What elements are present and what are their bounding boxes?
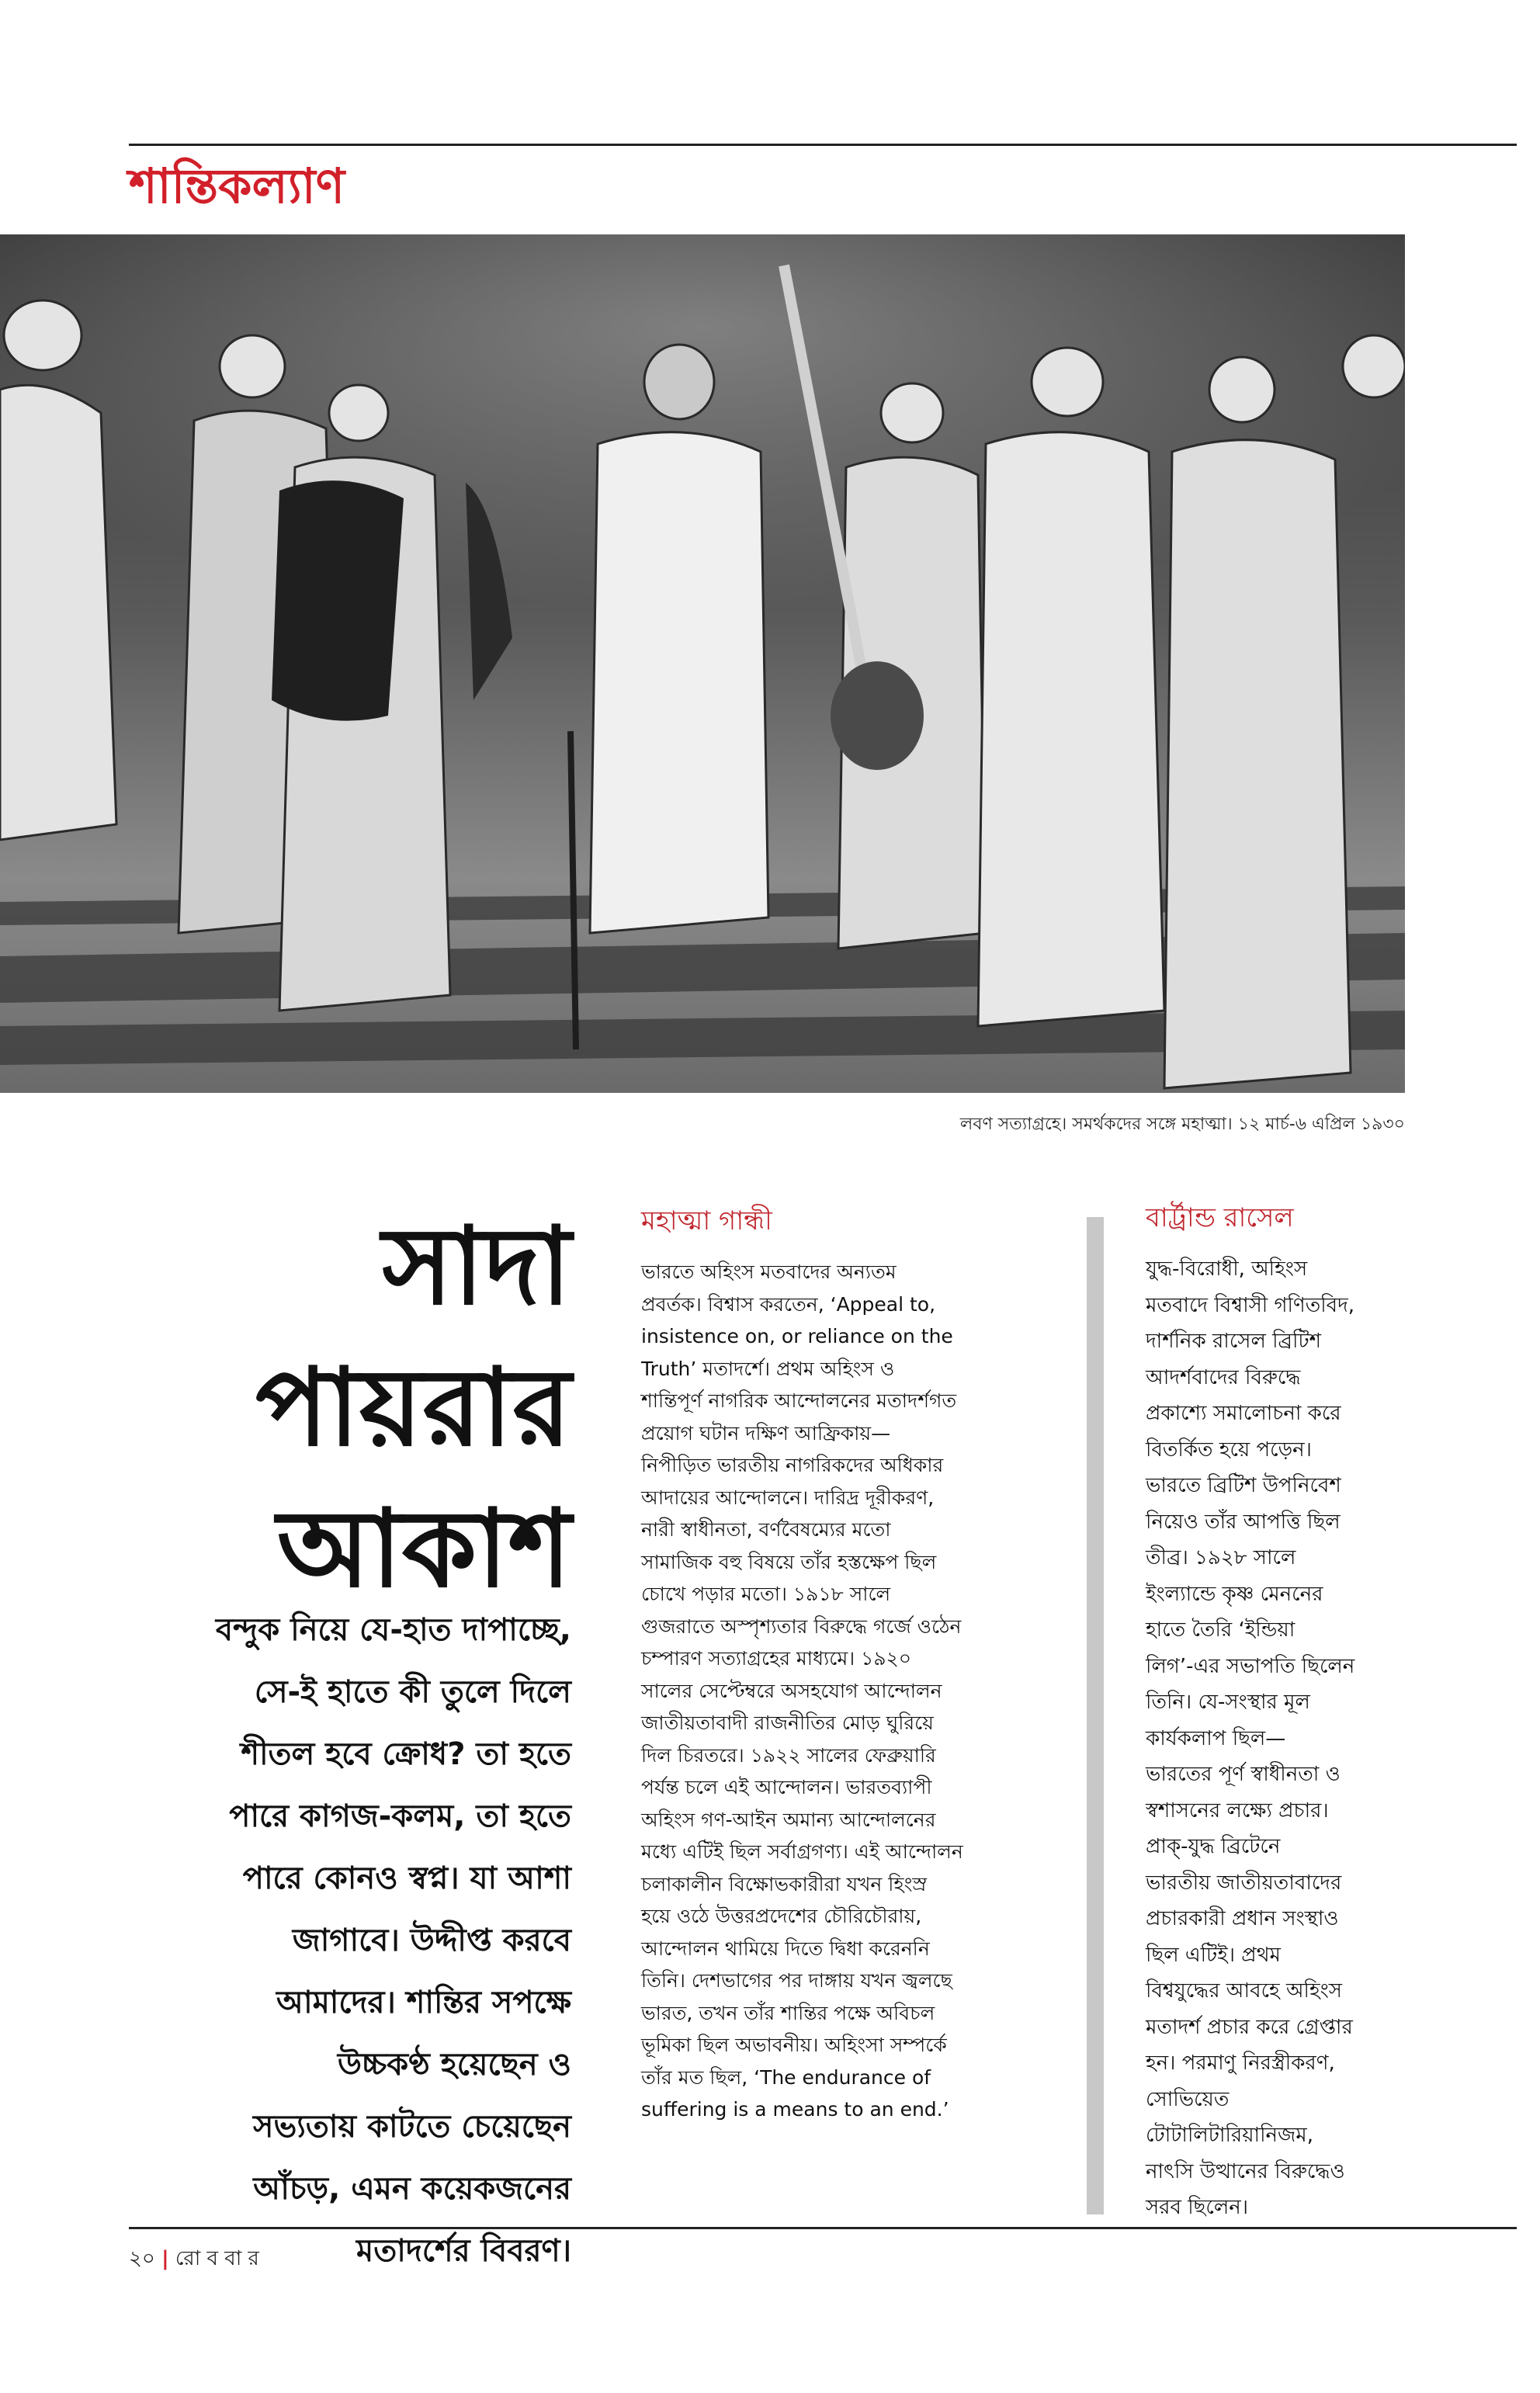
text-line: বন্দুক নিয়ে যে-হাত দাপাচ্ছে,: [215, 1612, 571, 1648]
text-line: যুদ্ধ-বিরোধী, অহিংস: [1146, 1257, 1308, 1281]
section-title: শান্তিকল্যাণ: [129, 158, 345, 214]
text-line: হাতে তৈরি ‘ইন্ডিয়া: [1146, 1618, 1295, 1642]
text-line: ভারতীয় জাতীয়তাবাদের: [1146, 1871, 1342, 1895]
text-line: বিশ্বযুদ্ধের আবহে অহিংস: [1146, 1979, 1342, 2003]
folio: [129, 2243, 259, 2274]
text-line: চম্পারণ সত্যাগ্রহের মাধ্যমে। ১৯২০: [641, 1647, 912, 1670]
text-line: সামাজিক বহু বিষয়ে তাঁর হস্তক্ষেপ ছিল: [641, 1550, 937, 1573]
text-line: প্রবর্তক। বিশ্বাস করতেন, ‘Appeal to,: [641, 1292, 936, 1316]
text-line: টোটালিটারিয়ানিজম,: [1146, 2124, 1313, 2147]
text-line: বিতর্কিত হয়ে পড়েন।: [1146, 1438, 1312, 1462]
text-line: মধ্যে এটিই ছিল সর্বাগ্রগণ্য। এই আন্দোলন: [641, 1840, 963, 1863]
text-line: উচ্চকণ্ঠ হয়েছেন ও: [337, 2047, 571, 2083]
text-line: সালের সেপ্টেম্বরে অসহযোগ আন্দোলন: [641, 1679, 942, 1702]
text-line: পারে কাগজ-কলম, তা হতে: [229, 1798, 571, 1834]
text-line: মতাদর্শের বিবরণ।: [356, 2233, 571, 2269]
text-line: কার্যকলাপ ছিল—: [1146, 1726, 1286, 1750]
text-line: ভারতে অহিংস মতবাদের অন্যতম: [641, 1261, 897, 1283]
text-line: অহিংস গণ-আইন অমান্য আন্দোলনের: [641, 1808, 936, 1831]
text-line: তিনি। যে-সংস্থার মূল: [1146, 1691, 1310, 1714]
column-text-gandhi: [641, 1256, 963, 2126]
text-line: সরব ছিলেন।: [1146, 2196, 1249, 2219]
text-line: জাতীয়তাবাদী রাজনীতির মোড় ঘুরিয়ে: [641, 1712, 934, 1734]
text-line: মতাদর্শ প্রচার করে গ্রেপ্তার: [1146, 2015, 1353, 2039]
column-title-russell: বার্ট্রান্ড রাসেল: [1146, 1202, 1294, 1233]
bottom-rule: [129, 2227, 1517, 2229]
top-rule: [129, 144, 1517, 146]
text-line: দার্শনিক রাসেল ব্রিটিশ: [1146, 1330, 1322, 1353]
text-line: জাগাবে। উদ্দীপ্ত করবে: [292, 1923, 571, 1958]
text-line: লিগ’-এর সভাপতি ছিলেন: [1146, 1654, 1355, 1678]
text-line: হয়ে ওঠে উত্তরপ্রদেশের চৌরিচৌরায়,: [641, 1905, 922, 1927]
text-line: ভারতের পূর্ণ স্বাধীনতা ও: [1146, 1763, 1341, 1786]
text-line: তাঁর মত ছিল, ‘The endurance of: [641, 2065, 931, 2089]
text-line: ইংল্যান্ডে কৃষ্ণ মেননের: [1146, 1582, 1323, 1606]
text-line: insistence on, or reliance on the: [641, 1325, 953, 1347]
text-line: নিপীড়িত ভারতীয় নাগরিকদের অধিকার: [641, 1454, 944, 1476]
headline: [129, 1195, 571, 1619]
text-line: তীব্র। ১৯২৮ সালে: [1146, 1546, 1296, 1569]
publication-name: রো ব বা র: [175, 2247, 259, 2270]
column-title-gandhi: মহাত্মা গান্ধী: [641, 1205, 772, 1236]
text-line: সে-ই হাতে কী তুলে দিলে: [254, 1674, 571, 1710]
text-line: চলাকালীন বিক্ষোভকারীরা যখন হিংস্র: [641, 1872, 927, 1895]
salt-march-photo: [0, 234, 1405, 1093]
headline-line: আকাশ: [276, 1485, 571, 1611]
text-line: প্রয়োগ ঘটান দক্ষিণ আফ্রিকায়—: [641, 1421, 891, 1444]
standfirst: [129, 1599, 571, 2282]
text-line: আদর্শবাদের বিরুদ্ধে: [1146, 1365, 1301, 1389]
text-line: পর্যন্ত চলে এই আন্দোলন। ভারতব্যাপী: [641, 1776, 932, 1798]
text-line: ভূমিকা ছিল অভাবনীয়। অহিংসা সম্পর্কে: [641, 2034, 947, 2056]
photo-caption: লবণ সত্যাগ্রহে। সমর্থকদের সঙ্গে মহাত্মা। ১২ মার্চ-৬ এপ্রিল ১৯৩০: [959, 1115, 1405, 1134]
text-line: সোভিয়েত: [1146, 2087, 1230, 2111]
text-line: শীতল হবে ক্রোধ? তা হতে: [241, 1736, 571, 1772]
headline-line: সাদা: [382, 1202, 571, 1329]
text-line: প্রচারকারী প্রধান সংস্থাও: [1146, 1907, 1339, 1930]
text-line: শান্তিপূর্ণ নাগরিক আন্দোলনের মতাদর্শগত: [641, 1389, 957, 1412]
text-line: নারী স্বাধীনতা, বর্ণবৈষম্যের মতো: [641, 1518, 891, 1541]
text-line: Truth’ মতাদর্শে। প্রথম অহিংস ও: [641, 1357, 895, 1380]
text-line: ভারতে ব্রিটিশ উপনিবেশ: [1146, 1474, 1341, 1497]
text-line: আমাদের। শান্তির সপক্ষে: [276, 1985, 571, 2020]
page-number: ২০: [129, 2247, 155, 2270]
text-line: প্রকাশ্যে সমালোচনা করে: [1146, 1402, 1341, 1425]
text-line: চোখে পড়ার মতো। ১৯১৮ সালে: [641, 1583, 891, 1605]
text-line: পারে কোনও স্বপ্ন। যা আশা: [242, 1861, 571, 1896]
text-line: সভ্যতায় কাটতে চেয়েছেন: [253, 2109, 571, 2145]
text-line: suffering is a means to an end.’: [641, 2098, 949, 2121]
text-line: নাৎসি উত্থানের বিরুদ্ধেও: [1146, 2159, 1345, 2183]
text-line: ছিল এটিই। প্রথম: [1146, 1943, 1281, 1967]
text-line: তিনি। দেশভাগের পর দাঙ্গায় যখন জ্বলছে: [641, 1969, 952, 1992]
text-line: স্বশাসনের লক্ষ্যে প্রচার।: [1146, 1798, 1329, 1822]
text-line: প্রাক্-যুদ্ধ ব্রিটেনে: [1146, 1835, 1281, 1858]
text-line: হন। পরমাণু নিরস্ত্রীকরণ,: [1146, 2051, 1335, 2075]
text-line: গুজরাতে অস্পৃশ্যতার বিরুদ্ধে গর্জে ওঠেন: [641, 1614, 962, 1638]
column-divider: [1087, 1217, 1104, 2214]
column-text-russell: [1146, 1251, 1354, 2226]
text-line: মতবাদে বিশ্বাসী গণিতবিদ,: [1146, 1293, 1355, 1317]
text-line: আঁচড়, এমন কয়েকজনের: [253, 2171, 571, 2207]
headline-line: পায়রার: [255, 1344, 571, 1470]
text-line: ভারত, তখন তাঁর শান্তির পক্ষে অবিচল: [641, 2001, 935, 2024]
text-line: নিয়েও তাঁর আপত্তি ছিল: [1146, 1510, 1341, 1534]
text-line: দিল চিরতরে। ১৯২২ সালের ফেব্রুয়ারি: [641, 1743, 936, 1767]
text-line: আন্দোলন থামিয়ে দিতে দ্বিধা করেননি: [641, 1937, 930, 1960]
folio-separator: |: [161, 2247, 169, 2270]
text-line: আদায়ের আন্দোলনে। দারিদ্র দূরীকরণ,: [641, 1486, 935, 1509]
